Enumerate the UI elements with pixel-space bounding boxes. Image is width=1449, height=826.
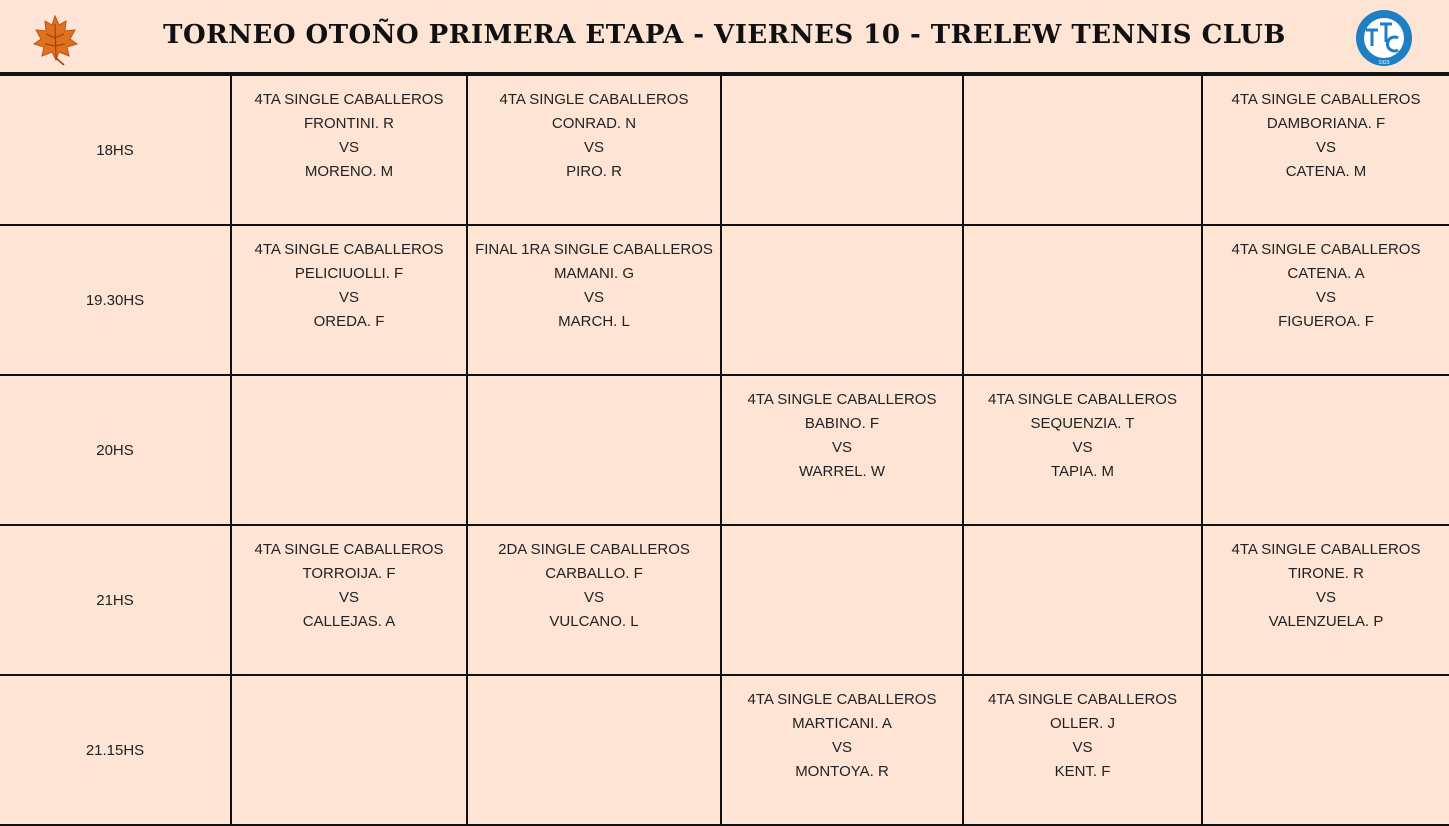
player-two: PIRO. R (566, 163, 622, 180)
vs-label: VS (338, 289, 359, 306)
player-one: CONRAD. N (551, 115, 637, 132)
page-title: TORNEO OTOÑO PRIMERA ETAPA - VIERNES 10 - TRELEW TENNIS CLUB (163, 20, 1286, 50)
player-two: CALLEJAS. A (302, 613, 396, 630)
match-cell (963, 525, 1202, 675)
match-cell (1202, 525, 1449, 675)
player-two: VULCANO. L (549, 613, 639, 630)
match-cell (963, 75, 1202, 225)
match-cell (721, 525, 963, 675)
match-card (232, 238, 466, 334)
match-cell (231, 375, 467, 525)
vs-label: VS (1315, 139, 1336, 156)
player-two: TAPIA. M (1050, 463, 1115, 480)
match-cell (467, 525, 721, 675)
match-category: 4TA SINGLE CABALLEROS (747, 391, 937, 408)
match-card (232, 538, 466, 634)
match-category: 4TA SINGLE CABALLEROS (988, 391, 1177, 408)
player-two: MARCH. L (558, 313, 630, 330)
match-category: 4TA SINGLE CABALLEROS (1231, 91, 1421, 108)
player-two: FIGUEROA. F (1278, 313, 1374, 330)
match-card (1203, 238, 1449, 334)
match-category: 4TA SINGLE CABALLEROS (1231, 241, 1421, 258)
match-cell (231, 675, 467, 825)
vs-label: VS (1072, 739, 1093, 756)
match-card (468, 538, 720, 634)
schedule-row (0, 525, 1449, 675)
vs-label: VS (583, 589, 604, 606)
match-cell (963, 375, 1202, 525)
vs-label: VS (338, 139, 359, 156)
player-two: VALENZUELA. P (1268, 613, 1384, 630)
schedule-row (0, 225, 1449, 375)
match-cell (1202, 75, 1449, 225)
match-card (722, 388, 962, 484)
time-label: 20HS (96, 441, 134, 459)
player-one: DAMBORIANA. F (1266, 115, 1386, 132)
player-one: OLLER. J (1049, 715, 1116, 732)
time-label: 21HS (96, 591, 134, 609)
vs-label: VS (1072, 439, 1093, 456)
vs-label: VS (583, 139, 604, 156)
match-card (1203, 538, 1449, 634)
match-category: 4TA SINGLE CABALLEROS (747, 691, 937, 708)
vs-label: VS (338, 589, 359, 606)
match-card (468, 88, 720, 184)
schedule-table (0, 74, 1449, 826)
match-category: 4TA SINGLE CABALLEROS (1231, 541, 1421, 558)
time-label: 18HS (96, 141, 134, 159)
time-label: 19.30HS (85, 291, 145, 309)
vs-label: VS (1315, 589, 1336, 606)
match-cell (467, 675, 721, 825)
time-cell (0, 375, 231, 525)
match-cell (1202, 375, 1449, 525)
player-one: TIRONE. R (1288, 565, 1364, 582)
player-one: BABINO. F (804, 415, 880, 432)
match-category: 4TA SINGLE CABALLEROS (254, 91, 444, 108)
player-one: FRONTINI. R (304, 115, 394, 132)
match-category: FINAL 1RA SINGLE CABALLEROS (475, 241, 713, 258)
schedule-row (0, 675, 1449, 825)
player-one: PELICIUOLLI. F (294, 265, 404, 282)
vs-label: VS (831, 439, 852, 456)
match-cell (231, 75, 467, 225)
time-cell (0, 75, 231, 225)
vs-label: VS (831, 739, 852, 756)
player-one: CATENA. A (1287, 265, 1365, 282)
match-cell (721, 75, 963, 225)
vs-label: VS (583, 289, 604, 306)
player-one: SEQUENZIA. T (1030, 415, 1135, 432)
time-label: 21.15HS (85, 741, 145, 759)
player-two: WARREL. W (798, 463, 886, 480)
player-one: CARBALLO. F (545, 565, 643, 582)
match-card (964, 388, 1201, 484)
match-category: 4TA SINGLE CABALLEROS (254, 241, 444, 258)
schedule-row (0, 75, 1449, 225)
match-cell (231, 525, 467, 675)
header (0, 0, 1449, 74)
player-two: KENT. F (1054, 763, 1111, 780)
match-category: 4TA SINGLE CABALLEROS (988, 691, 1177, 708)
player-two: CATENA. M (1285, 163, 1367, 180)
match-cell (963, 675, 1202, 825)
match-category: 4TA SINGLE CABALLEROS (254, 541, 444, 558)
player-two: MORENO. M (304, 163, 394, 180)
vs-label: VS (1315, 289, 1336, 306)
time-cell (0, 675, 231, 825)
match-cell (721, 375, 963, 525)
match-cell (231, 225, 467, 375)
match-category: 2DA SINGLE CABALLEROS (498, 541, 690, 558)
match-cell (467, 75, 721, 225)
match-cell (467, 375, 721, 525)
player-two: MONTOYA. R (795, 763, 889, 780)
time-cell (0, 525, 231, 675)
match-cell (1202, 675, 1449, 825)
match-card (468, 238, 720, 334)
match-cell (721, 225, 963, 375)
match-card (1203, 88, 1449, 184)
match-category: 4TA SINGLE CABALLEROS (499, 91, 689, 108)
schedule-row (0, 375, 1449, 525)
match-card (722, 688, 962, 784)
player-two: OREDA. F (313, 313, 385, 330)
player-one: MAMANI. G (553, 265, 634, 282)
match-cell (467, 225, 721, 375)
match-card (232, 88, 466, 184)
match-cell (1202, 225, 1449, 375)
match-card (964, 688, 1201, 784)
time-cell (0, 225, 231, 375)
logo-year: 1923 (1378, 60, 1390, 66)
player-one: MARTICANI. A (792, 715, 892, 732)
match-cell (963, 225, 1202, 375)
match-cell (721, 675, 963, 825)
trelew-tennis-club-logo (1354, 8, 1414, 68)
player-one: TORROIJA. F (302, 565, 396, 582)
